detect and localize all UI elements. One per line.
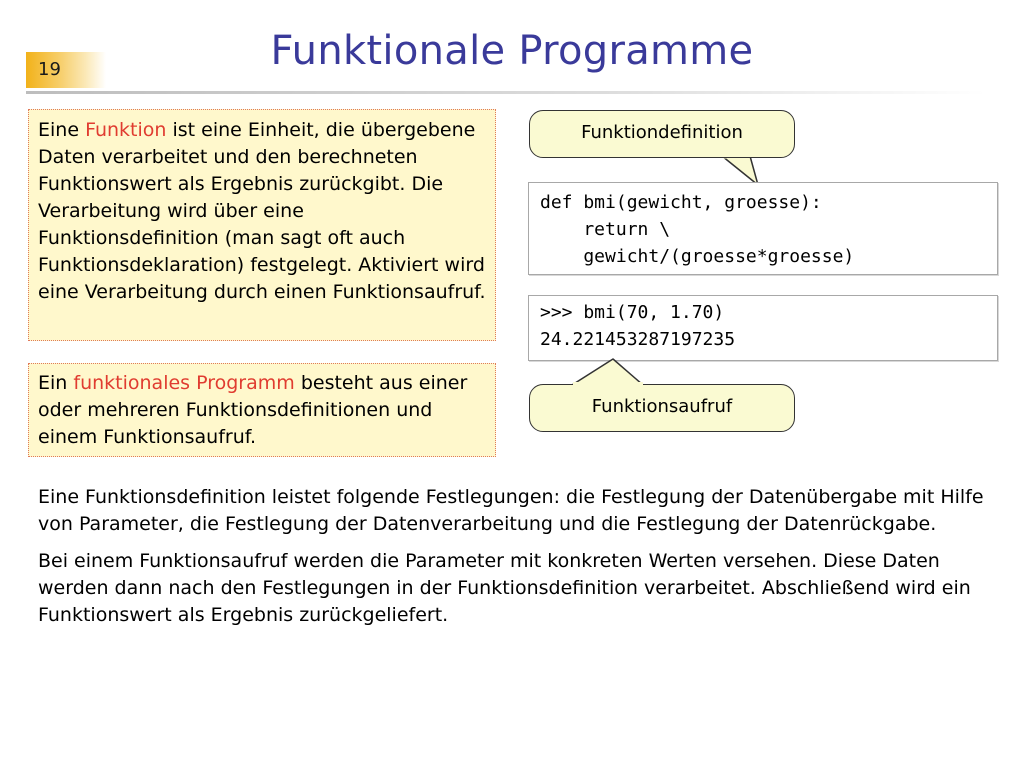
body-text xyxy=(38,484,998,639)
body-paragraph-1: Eine Funktionsdefinition leistet folgende Festlegungen: die Festlegung der Datenübergabe mit Hilfe von Parameter, die Festlegung der Datenverarbeitung und die Festlegung der Datenrückgabe. xyxy=(38,486,984,535)
function-definition-box xyxy=(28,109,496,341)
code-line: return \ xyxy=(540,219,671,240)
code-call-block xyxy=(528,295,998,361)
functional-program-box xyxy=(28,363,496,457)
definition-callout-label: Funktiondefinition xyxy=(581,122,743,143)
code-line: def bmi(gewicht, groesse): xyxy=(540,192,822,213)
code-line: gewicht/(groesse*groesse) xyxy=(540,246,855,267)
box1-text-1: Eine xyxy=(38,119,86,141)
box2-highlight-programm: funktionales Programm xyxy=(73,372,295,394)
slide-number: 19 xyxy=(38,59,61,80)
code-line: 24.221453287197235 xyxy=(540,329,736,350)
title-divider xyxy=(26,91,986,94)
code-line: >>> bmi(70, 1.70) xyxy=(540,302,725,323)
box2-text-2: besteht aus einer oder mehreren Funktionsdefinitionen und einem Funktionsaufruf. xyxy=(38,372,468,448)
call-callout-label: Funktionsaufruf xyxy=(591,396,733,417)
body-paragraph-2: Bei einem Funktionsaufruf werden die Parameter mit konkreten Werten versehen. Diese Daten werden dann nach den Festlegungen in der Funktionsdefinition verarbeitet. Abschließend wird ein Funktionswert als Ergebnis zurückgeliefert. xyxy=(38,550,971,626)
box1-highlight-funktion: Funktion xyxy=(85,119,167,141)
code-definition-block xyxy=(528,182,998,275)
box1-text-2: ist eine Einheit, die übergebene Daten verarbeitet und den berechneten Funktionswert als Ergebnis zurückgibt. Die Verarbeitung wird über eine Funktionsdefinition (man sagt oft auch Funktionsdeklaration) festgelegt. Aktiviert wird eine Verarbeitung durch einen Funktionsaufruf. xyxy=(38,119,486,303)
definition-callout xyxy=(529,110,795,158)
call-callout-tail-cover xyxy=(573,382,645,388)
box2-text-1: Ein xyxy=(38,372,74,394)
page-title: Funktionale Programme xyxy=(270,28,754,74)
call-callout xyxy=(529,384,795,432)
